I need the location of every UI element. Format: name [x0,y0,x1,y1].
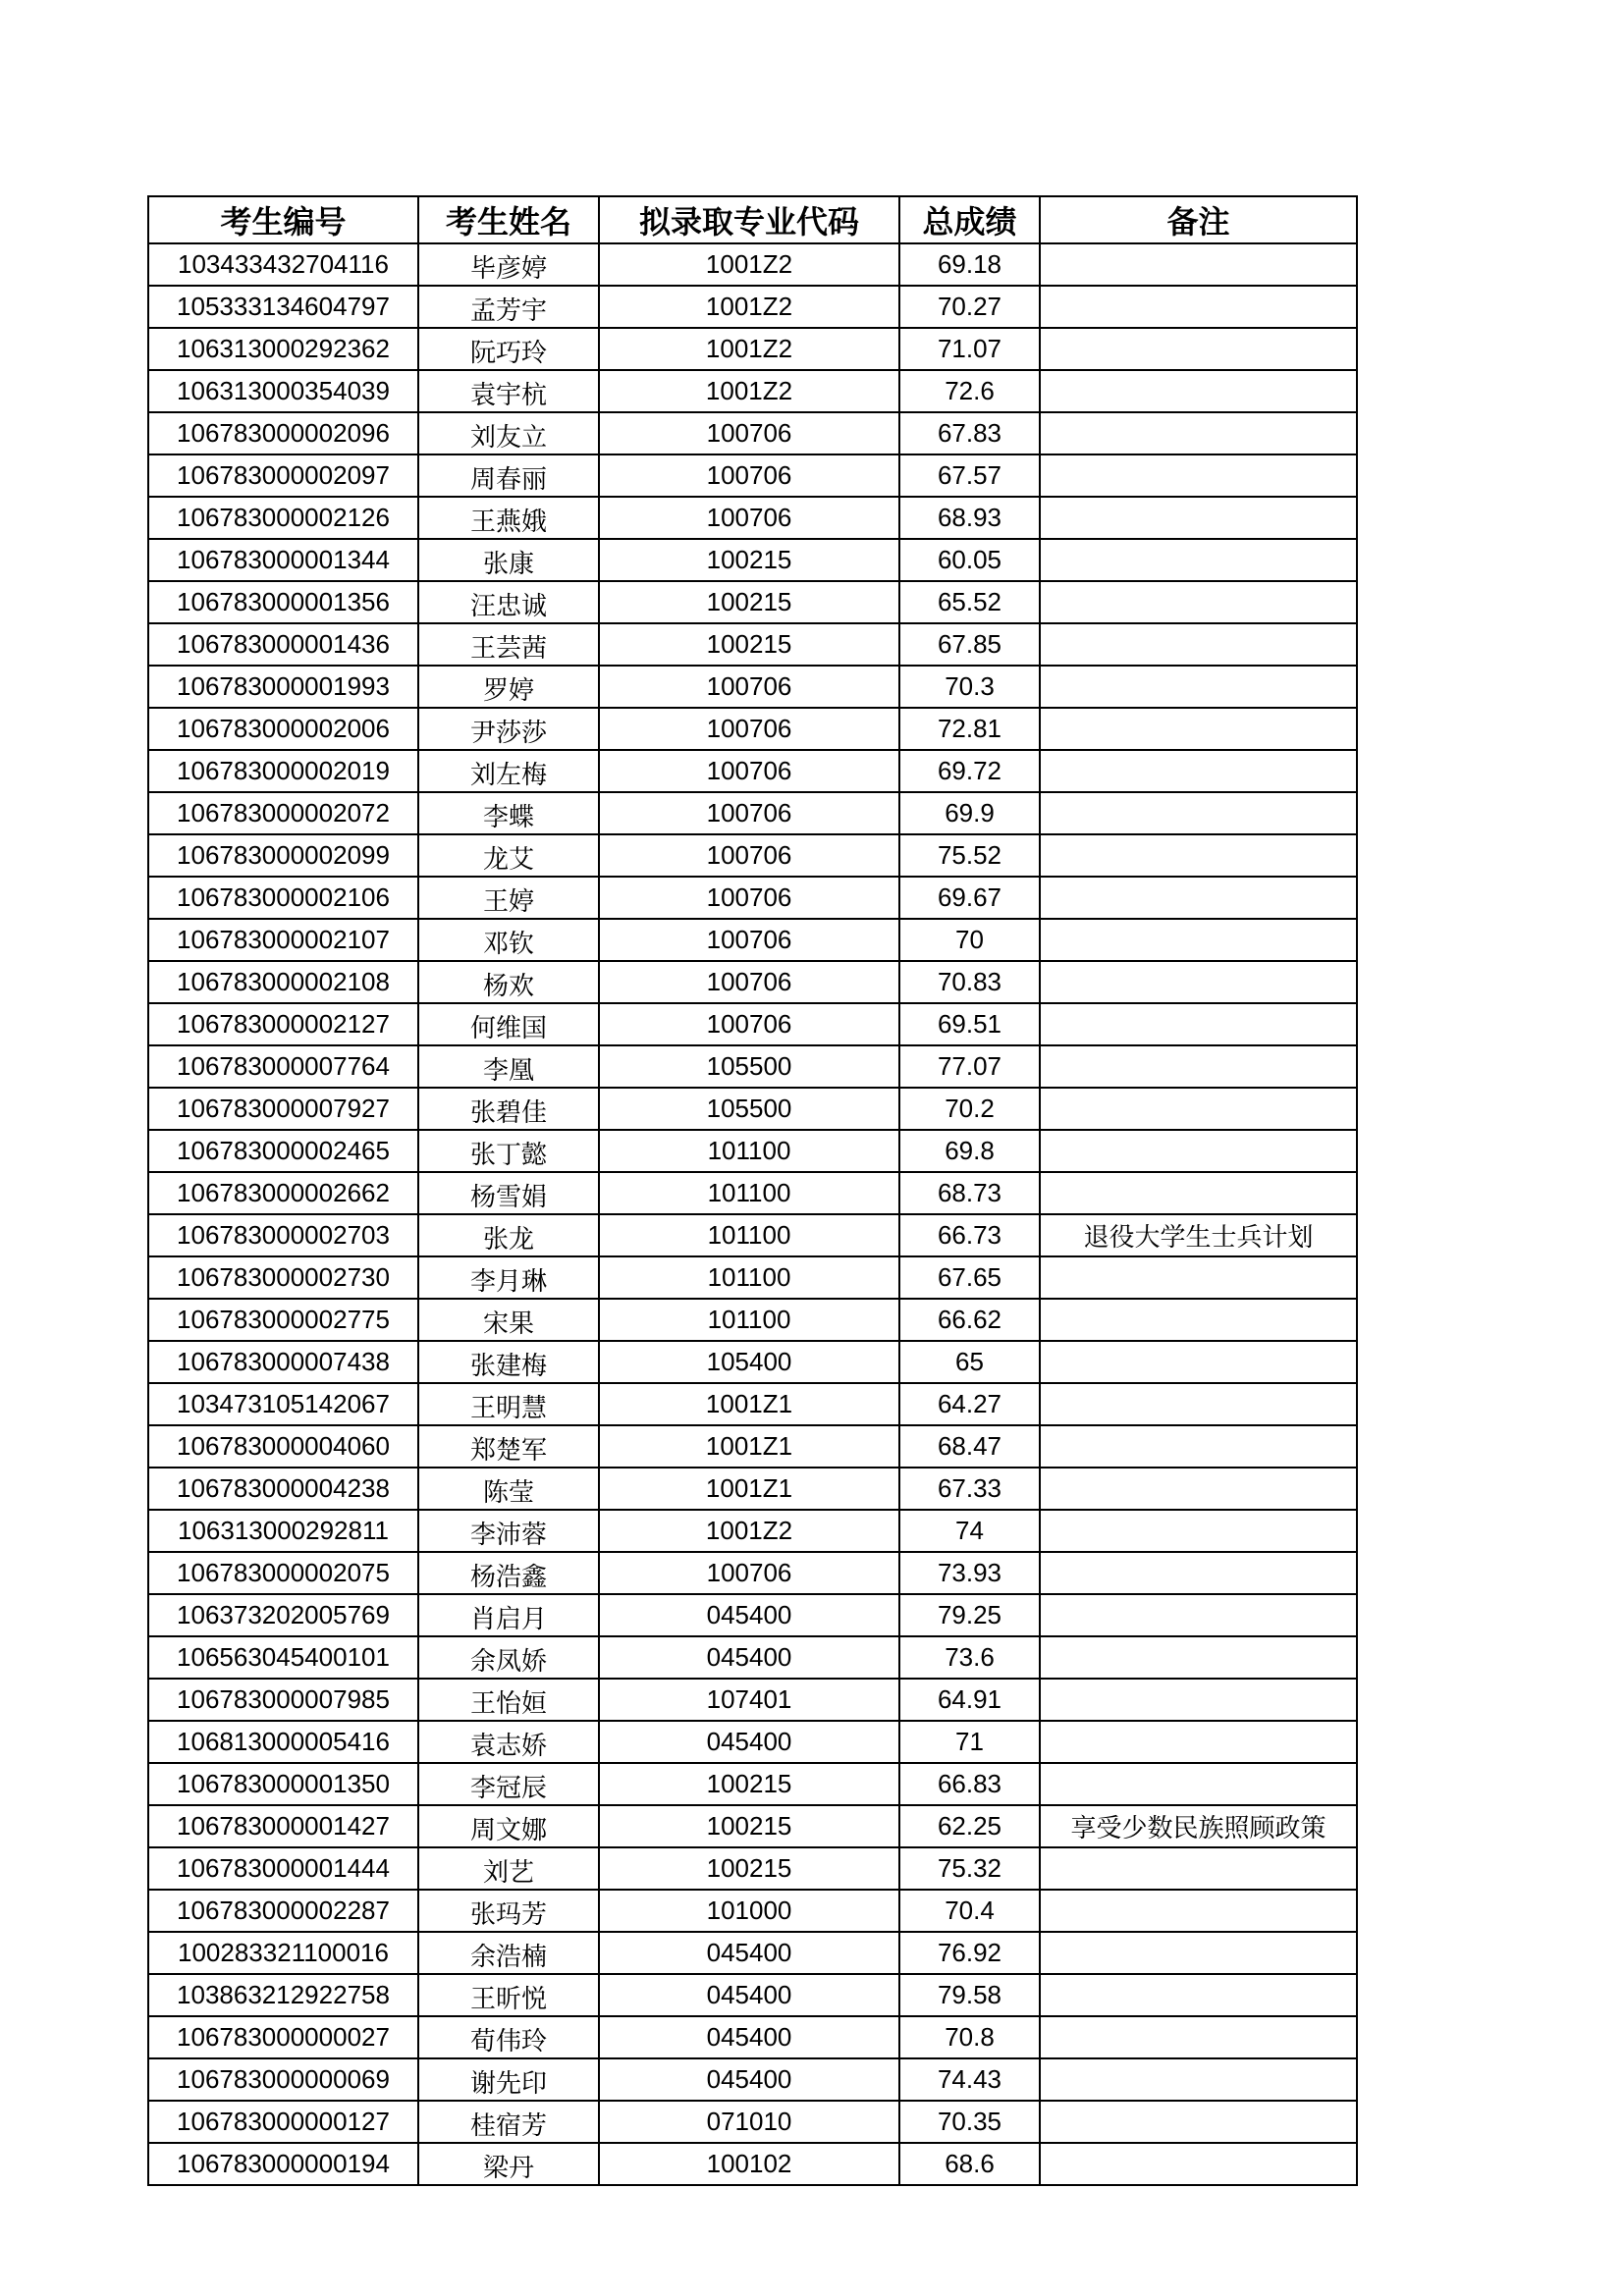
candidate-name-cell: 杨浩鑫 [418,1552,599,1594]
candidate-name-cell: 陈莹 [418,1468,599,1510]
remarks-cell [1040,1045,1357,1088]
major-code-cell: 100706 [599,1552,899,1594]
candidate-id-cell: 106313000292362 [148,328,418,370]
total-score-cell: 69.8 [899,1130,1040,1172]
major-code-cell: 101100 [599,1130,899,1172]
candidate-name-cell: 王怡姮 [418,1679,599,1721]
table-body [148,243,1357,2185]
total-score-cell: 72.6 [899,370,1040,412]
table-row [148,370,1357,412]
table-row [148,1383,1357,1425]
candidate-name-cell: 荀伟玲 [418,2016,599,2058]
major-code-cell: 100706 [599,877,899,919]
total-score-cell: 70.2 [899,1088,1040,1130]
candidate-id-cell: 103473105142067 [148,1383,418,1425]
candidate-name-cell: 杨欢 [418,961,599,1003]
table-row [148,1003,1357,1045]
table-row [148,1721,1357,1763]
candidate-name-cell: 毕彦婷 [418,243,599,286]
major-code-cell: 100706 [599,961,899,1003]
table-row [148,1636,1357,1679]
major-code-cell: 1001Z2 [599,286,899,328]
candidate-id-cell: 106783000002127 [148,1003,418,1045]
table-row [148,1890,1357,1932]
table-row [148,1214,1357,1256]
table-row [148,539,1357,581]
total-score-cell: 79.58 [899,1974,1040,2016]
table-row [148,792,1357,834]
remarks-cell [1040,286,1357,328]
candidate-name-cell: 张丁懿 [418,1130,599,1172]
total-score-cell: 70.27 [899,286,1040,328]
table-row [148,1425,1357,1468]
candidate-name-cell: 张龙 [418,1214,599,1256]
major-code-cell: 105500 [599,1045,899,1088]
total-score-cell: 72.81 [899,708,1040,750]
candidate-name-cell: 王芸茜 [418,623,599,666]
major-code-cell: 107401 [599,1679,899,1721]
header-row [148,196,1357,243]
header-candidate-id: 考生编号 [148,196,418,243]
remarks-cell [1040,412,1357,454]
candidate-id-cell: 106783000004060 [148,1425,418,1468]
table-row [148,1679,1357,1721]
major-code-cell: 100706 [599,792,899,834]
total-score-cell: 75.52 [899,834,1040,877]
major-code-cell: 101100 [599,1214,899,1256]
candidate-id-cell: 106783000001993 [148,666,418,708]
major-code-cell: 100706 [599,919,899,961]
total-score-cell: 70 [899,919,1040,961]
table-row [148,1805,1357,1847]
candidate-name-cell: 肖启月 [418,1594,599,1636]
remarks-cell [1040,1932,1357,1974]
major-code-cell: 105500 [599,1088,899,1130]
total-score-cell: 71.07 [899,328,1040,370]
remarks-cell [1040,1256,1357,1299]
total-score-cell: 70.83 [899,961,1040,1003]
candidate-id-cell: 106783000001436 [148,623,418,666]
remarks-cell [1040,708,1357,750]
major-code-cell: 045400 [599,1721,899,1763]
table-row [148,1847,1357,1890]
candidate-id-cell: 106783000002775 [148,1299,418,1341]
total-score-cell: 67.65 [899,1256,1040,1299]
remarks-cell [1040,1552,1357,1594]
remarks-cell [1040,792,1357,834]
total-score-cell: 64.27 [899,1383,1040,1425]
remarks-cell [1040,243,1357,286]
candidate-name-cell: 张玛芳 [418,1890,599,1932]
candidate-name-cell: 余凤娇 [418,1636,599,1679]
table-row [148,2016,1357,2058]
candidate-id-cell: 106783000004238 [148,1468,418,1510]
major-code-cell: 045400 [599,1974,899,2016]
candidate-id-cell: 106783000002097 [148,454,418,497]
candidate-name-cell: 宋果 [418,1299,599,1341]
remarks-cell [1040,1594,1357,1636]
table-row [148,1594,1357,1636]
total-score-cell: 70.3 [899,666,1040,708]
remarks-cell: 退役大学生士兵计划 [1040,1214,1357,1256]
candidate-id-cell: 106783000001344 [148,539,418,581]
table-row [148,581,1357,623]
candidate-id-cell: 106783000002465 [148,1130,418,1172]
total-score-cell: 66.73 [899,1214,1040,1256]
major-code-cell: 100215 [599,539,899,581]
table-row [148,454,1357,497]
table-row [148,2058,1357,2101]
candidate-id-cell: 106783000002730 [148,1256,418,1299]
candidate-id-cell: 106783000002006 [148,708,418,750]
candidate-id-cell: 106783000002075 [148,1552,418,1594]
candidate-id-cell: 106313000354039 [148,370,418,412]
remarks-cell [1040,1636,1357,1679]
candidate-id-cell: 106783000002096 [148,412,418,454]
total-score-cell: 70.35 [899,2101,1040,2143]
remarks-cell [1040,454,1357,497]
candidate-id-cell: 106783000002019 [148,750,418,792]
table-row [148,961,1357,1003]
table-row [148,623,1357,666]
major-code-cell: 1001Z2 [599,1510,899,1552]
major-code-cell: 100102 [599,2143,899,2185]
table-row [148,1172,1357,1214]
header-remarks: 备注 [1040,196,1357,243]
major-code-cell: 100706 [599,412,899,454]
header-candidate-name: 考生姓名 [418,196,599,243]
candidate-name-cell: 何维国 [418,1003,599,1045]
major-code-cell: 100215 [599,1847,899,1890]
candidate-name-cell: 李蝶 [418,792,599,834]
total-score-cell: 66.62 [899,1299,1040,1341]
table-row [148,708,1357,750]
table-row [148,2143,1357,2185]
table-row [148,1341,1357,1383]
remarks-cell [1040,1679,1357,1721]
candidate-id-cell: 106783000007764 [148,1045,418,1088]
candidate-id-cell: 106783000002106 [148,877,418,919]
candidate-name-cell: 余浩楠 [418,1932,599,1974]
admission-list-table [147,195,1358,2186]
candidate-name-cell: 邓钦 [418,919,599,961]
major-code-cell: 101000 [599,1890,899,1932]
total-score-cell: 71 [899,1721,1040,1763]
remarks-cell: 享受少数民族照顾政策 [1040,1805,1357,1847]
major-code-cell: 100215 [599,581,899,623]
total-score-cell: 62.25 [899,1805,1040,1847]
table-header [148,196,1357,243]
total-score-cell: 79.25 [899,1594,1040,1636]
total-score-cell: 70.4 [899,1890,1040,1932]
candidate-name-cell: 周春丽 [418,454,599,497]
remarks-cell [1040,2101,1357,2143]
major-code-cell: 071010 [599,2101,899,2143]
table-row [148,1088,1357,1130]
candidate-id-cell: 106783000002108 [148,961,418,1003]
candidate-name-cell: 尹莎莎 [418,708,599,750]
total-score-cell: 65 [899,1341,1040,1383]
candidate-id-cell: 106783000002072 [148,792,418,834]
total-score-cell: 65.52 [899,581,1040,623]
remarks-cell [1040,1341,1357,1383]
remarks-cell [1040,1172,1357,1214]
remarks-cell [1040,1383,1357,1425]
remarks-cell [1040,919,1357,961]
candidate-name-cell: 王婷 [418,877,599,919]
major-code-cell: 100215 [599,623,899,666]
candidate-id-cell: 106783000002126 [148,497,418,539]
candidate-id-cell: 106813000005416 [148,1721,418,1763]
major-code-cell: 1001Z2 [599,243,899,286]
remarks-cell [1040,877,1357,919]
total-score-cell: 69.18 [899,243,1040,286]
major-code-cell: 1001Z1 [599,1468,899,1510]
candidate-name-cell: 李冠辰 [418,1763,599,1805]
remarks-cell [1040,1130,1357,1172]
total-score-cell: 69.51 [899,1003,1040,1045]
total-score-cell: 69.67 [899,877,1040,919]
candidate-id-cell: 106783000002703 [148,1214,418,1256]
total-score-cell: 64.91 [899,1679,1040,1721]
major-code-cell: 100215 [599,1805,899,1847]
remarks-cell [1040,539,1357,581]
total-score-cell: 74 [899,1510,1040,1552]
candidate-id-cell: 106783000007438 [148,1341,418,1383]
table-row [148,412,1357,454]
table-row [148,666,1357,708]
candidate-id-cell: 103433432704116 [148,243,418,286]
candidate-id-cell: 106783000007927 [148,1088,418,1130]
remarks-cell [1040,2016,1357,2058]
remarks-cell [1040,581,1357,623]
candidate-id-cell: 106783000002099 [148,834,418,877]
candidate-id-cell: 106783000000127 [148,2101,418,2143]
total-score-cell: 76.92 [899,1932,1040,1974]
table-row [148,1763,1357,1805]
remarks-cell [1040,1847,1357,1890]
total-score-cell: 69.72 [899,750,1040,792]
table-row [148,328,1357,370]
candidate-name-cell: 罗婷 [418,666,599,708]
total-score-cell: 69.9 [899,792,1040,834]
table-row [148,243,1357,286]
candidate-name-cell: 李月琳 [418,1256,599,1299]
total-score-cell: 73.6 [899,1636,1040,1679]
remarks-cell [1040,2058,1357,2101]
remarks-cell [1040,1425,1357,1468]
remarks-cell [1040,1088,1357,1130]
table-row [148,497,1357,539]
total-score-cell: 68.93 [899,497,1040,539]
remarks-cell [1040,370,1357,412]
candidate-id-cell: 106373202005769 [148,1594,418,1636]
table-row [148,1974,1357,2016]
candidate-name-cell: 刘友立 [418,412,599,454]
candidate-id-cell: 106313000292811 [148,1510,418,1552]
major-code-cell: 1001Z1 [599,1425,899,1468]
table-row [148,1552,1357,1594]
remarks-cell [1040,1510,1357,1552]
candidate-id-cell: 106783000000027 [148,2016,418,2058]
total-score-cell: 67.57 [899,454,1040,497]
candidate-name-cell: 汪忠诚 [418,581,599,623]
candidate-id-cell: 106783000001427 [148,1805,418,1847]
major-code-cell: 045400 [599,1594,899,1636]
major-code-cell: 100706 [599,666,899,708]
remarks-cell [1040,834,1357,877]
total-score-cell: 66.83 [899,1763,1040,1805]
candidate-name-cell: 张建梅 [418,1341,599,1383]
candidate-name-cell: 龙艾 [418,834,599,877]
header-major-code: 拟录取专业代码 [599,196,899,243]
table-row [148,1299,1357,1341]
remarks-cell [1040,1974,1357,2016]
candidate-name-cell: 张碧佳 [418,1088,599,1130]
total-score-cell: 60.05 [899,539,1040,581]
major-code-cell: 1001Z2 [599,328,899,370]
major-code-cell: 100706 [599,708,899,750]
total-score-cell: 67.33 [899,1468,1040,1510]
major-code-cell: 045400 [599,1636,899,1679]
table-row [148,2101,1357,2143]
major-code-cell: 105400 [599,1341,899,1383]
major-code-cell: 1001Z1 [599,1383,899,1425]
major-code-cell: 101100 [599,1299,899,1341]
candidate-name-cell: 周文娜 [418,1805,599,1847]
major-code-cell: 045400 [599,1932,899,1974]
remarks-cell [1040,961,1357,1003]
candidate-name-cell: 王明慧 [418,1383,599,1425]
major-code-cell: 100706 [599,750,899,792]
candidate-id-cell: 106783000000194 [148,2143,418,2185]
total-score-cell: 74.43 [899,2058,1040,2101]
candidate-id-cell: 106563045400101 [148,1636,418,1679]
candidate-name-cell: 李凰 [418,1045,599,1088]
remarks-cell [1040,1721,1357,1763]
major-code-cell: 1001Z2 [599,370,899,412]
remarks-cell [1040,1299,1357,1341]
total-score-cell: 67.85 [899,623,1040,666]
candidate-name-cell: 刘艺 [418,1847,599,1890]
remarks-cell [1040,666,1357,708]
remarks-cell [1040,1003,1357,1045]
candidate-id-cell: 106783000001444 [148,1847,418,1890]
remarks-cell [1040,1763,1357,1805]
major-code-cell: 045400 [599,2016,899,2058]
candidate-id-cell: 106783000002287 [148,1890,418,1932]
candidate-name-cell: 刘左梅 [418,750,599,792]
candidate-id-cell: 106783000001356 [148,581,418,623]
candidate-name-cell: 李沛蓉 [418,1510,599,1552]
candidate-name-cell: 张康 [418,539,599,581]
total-score-cell: 68.47 [899,1425,1040,1468]
candidate-id-cell: 105333134604797 [148,286,418,328]
candidate-id-cell: 106783000001350 [148,1763,418,1805]
remarks-cell [1040,1890,1357,1932]
candidate-name-cell: 桂宿芳 [418,2101,599,2143]
candidate-id-cell: 106783000002107 [148,919,418,961]
table-row [148,1510,1357,1552]
total-score-cell: 77.07 [899,1045,1040,1088]
total-score-cell: 68.73 [899,1172,1040,1214]
major-code-cell: 101100 [599,1256,899,1299]
major-code-cell: 100706 [599,834,899,877]
remarks-cell [1040,2143,1357,2185]
major-code-cell: 100215 [599,1763,899,1805]
candidate-name-cell: 谢先印 [418,2058,599,2101]
remarks-cell [1040,623,1357,666]
candidate-id-cell: 103863212922758 [148,1974,418,2016]
candidate-id-cell: 106783000007985 [148,1679,418,1721]
major-code-cell: 100706 [599,454,899,497]
table-row [148,750,1357,792]
total-score-cell: 73.93 [899,1552,1040,1594]
table-row [148,1130,1357,1172]
table-row [148,286,1357,328]
remarks-cell [1040,1468,1357,1510]
total-score-cell: 67.83 [899,412,1040,454]
major-code-cell: 100706 [599,497,899,539]
candidate-name-cell: 郑楚军 [418,1425,599,1468]
candidate-id-cell: 106783000002662 [148,1172,418,1214]
table-row [148,834,1357,877]
candidate-name-cell: 梁丹 [418,2143,599,2185]
candidate-name-cell: 王燕娥 [418,497,599,539]
table-row [148,919,1357,961]
total-score-cell: 68.6 [899,2143,1040,2185]
remarks-cell [1040,497,1357,539]
remarks-cell [1040,328,1357,370]
table-row [148,1468,1357,1510]
major-code-cell: 045400 [599,2058,899,2101]
major-code-cell: 100706 [599,1003,899,1045]
table-row [148,1045,1357,1088]
table-row [148,1932,1357,1974]
table-row [148,877,1357,919]
total-score-cell: 75.32 [899,1847,1040,1890]
total-score-cell: 70.8 [899,2016,1040,2058]
candidate-name-cell: 王昕悦 [418,1974,599,2016]
candidate-id-cell: 106783000000069 [148,2058,418,2101]
candidate-name-cell: 袁宇杭 [418,370,599,412]
candidate-name-cell: 杨雪娟 [418,1172,599,1214]
major-code-cell: 101100 [599,1172,899,1214]
candidate-name-cell: 孟芳宇 [418,286,599,328]
table-row [148,1256,1357,1299]
header-total-score: 总成绩 [899,196,1040,243]
candidate-name-cell: 阮巧玲 [418,328,599,370]
candidate-id-cell: 100283321100016 [148,1932,418,1974]
candidate-name-cell: 袁志娇 [418,1721,599,1763]
remarks-cell [1040,750,1357,792]
